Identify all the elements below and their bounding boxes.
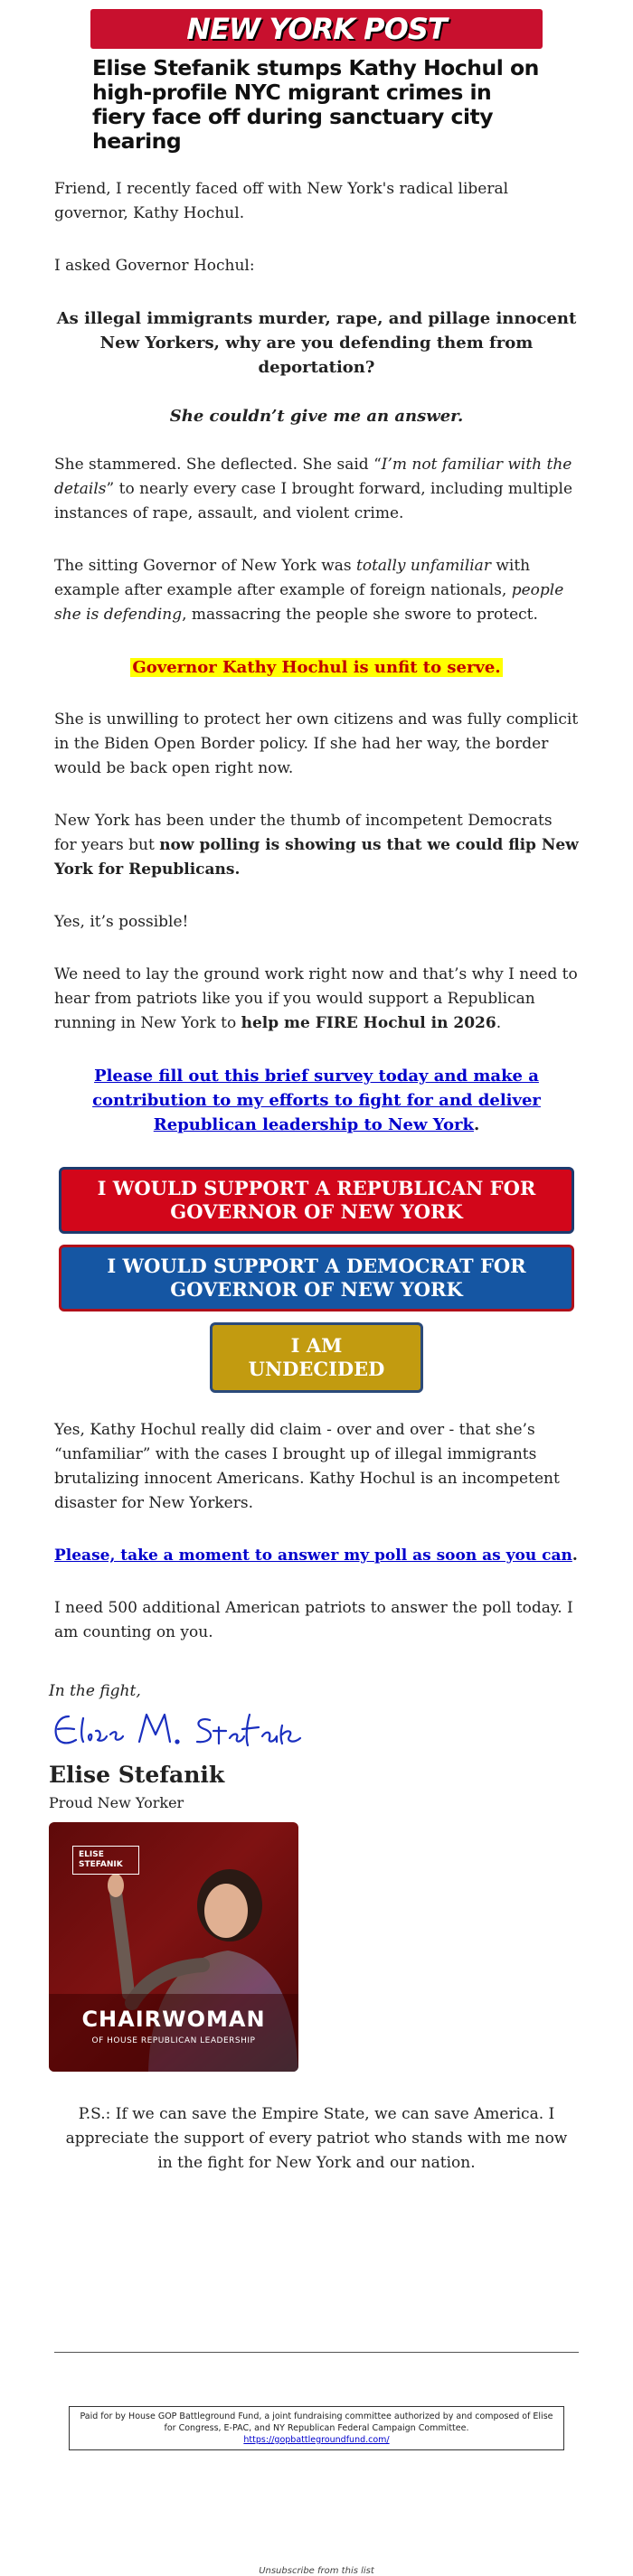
text-segment-italic: totally unfamiliar xyxy=(356,557,491,575)
chairwoman-photo xyxy=(49,1822,298,2072)
disclaimer-link[interactable]: https://gopbattlegroundfund.com/ xyxy=(243,2435,390,2445)
text-segment: New York has been under the thumb of incompetent Democrats for years but xyxy=(54,812,553,854)
spacer xyxy=(54,2176,579,2352)
highlighted-statement: Governor Kathy Hochul is unfit to serve. xyxy=(132,658,501,677)
poll-link[interactable]: Please, take a moment to answer my poll as soon as you can xyxy=(54,1547,572,1565)
photo-headline: CHAIRWOMAN xyxy=(81,2007,266,2032)
paid-for-disclaimer xyxy=(69,2406,564,2450)
masthead-logo-text: NEW YORK POST xyxy=(186,12,447,46)
paragraph-greeting: Friend, I recently faced off with New York's radical liberal governor, Kathy Hochul. xyxy=(54,180,509,222)
paragraph-unfamiliar xyxy=(54,554,579,627)
text-segment-bold: help me FIRE Hochul in 2026 xyxy=(241,1014,496,1032)
paragraph-stammered xyxy=(54,453,579,526)
spacer xyxy=(54,2353,579,2406)
email-body xyxy=(49,177,579,2576)
paragraph-asked: I asked Governor Hochul: xyxy=(54,257,255,275)
poll-buttons xyxy=(54,1167,579,1393)
text-segment: , massacring the people she swore to protect. xyxy=(182,606,538,624)
support-republican-button[interactable]: I WOULD SUPPORT A REPUBLICAN FOR GOVERNOR OF NEW YORK xyxy=(59,1167,574,1234)
news-headline: Elise Stefanik stumps Kathy Hochul on high-profile NYC migrant crimes in fiery face off during sanctuary city hearing xyxy=(92,55,539,154)
paragraph-no-answer: She couldn’t give me an answer. xyxy=(169,407,464,426)
sender-title: Proud New Yorker xyxy=(49,1794,184,1811)
spacer xyxy=(54,2450,579,2566)
paragraph-ground-work xyxy=(54,963,579,1036)
text-segment-italic: people she is defending xyxy=(54,581,564,624)
paragraph-unfit xyxy=(54,655,579,680)
text-segment-bold: now polling is showing us that we could flip New York for Republicans. xyxy=(54,836,579,879)
signoff-block xyxy=(49,1679,579,2072)
name-tag-box xyxy=(72,1846,139,1875)
paragraph-survey xyxy=(54,1064,579,1137)
paragraph-claim: Yes, Kathy Hochul really did claim - over and over - that she’s “unfamiliar” with the cases I brought up of illegal immigrants brutalizing innocent Americans. Kathy Hochul is an incompetent disaster for New Yorkers. xyxy=(54,1421,560,1512)
text-segment: The sitting Governor of New York was xyxy=(54,557,357,575)
header-banner xyxy=(90,9,543,154)
survey-link[interactable]: Please fill out this brief survey today and make a contribution to my efforts to fight for and deliver Republican leadership to New York xyxy=(92,1067,541,1134)
text-segment: . xyxy=(496,1014,502,1032)
tag-line-last: STEFANIK xyxy=(79,1860,123,1869)
text-segment: ” to nearly every case I brought forward, including multiple instances of rape, assault, and violent crime. xyxy=(54,480,573,522)
text-segment: We need to lay the ground work right now and that’s why I need to hear from patriots like you if you would support a Republican running in New York to xyxy=(54,965,578,1032)
text-segment: with example after example after example of foreign nationals, xyxy=(54,557,531,599)
support-democrat-button[interactable]: I WOULD SUPPORT A DEMOCRAT FOR GOVERNOR OF NEW YORK xyxy=(59,1245,574,1312)
paragraph-unwilling: She is unwilling to protect her own citizens and was fully complicit in the Biden Open Border policy. If she had her way, the border would be back open right now. xyxy=(54,710,579,777)
disclaimer-text: Paid for by House GOP Battleground Fund, a joint fundraising committee authorized by and composed of Elise for Congress, E-PAC, and NY Republican Federal Campaign Committee. xyxy=(80,2411,553,2433)
undecided-button[interactable]: I AM UNDECIDED xyxy=(210,1322,423,1393)
paragraph-question: As illegal immigrants murder, rape, and pillage innocent New Yorkers, why are you defending them from deportation? xyxy=(56,309,577,377)
photo-subline: OF HOUSE REPUBLICAN LEADERSHIP xyxy=(91,2036,256,2045)
paragraph-possible: Yes, it’s possible! xyxy=(54,913,189,931)
text-segment: . xyxy=(473,1115,480,1134)
sender-name: Elise Stefanik xyxy=(49,1762,225,1788)
newspaper-masthead xyxy=(90,9,543,49)
paragraph-counting: I need 500 additional American patriots to answer the poll today. I am counting on you. xyxy=(54,1599,573,1641)
signature-image xyxy=(49,1704,320,1754)
paragraph-polling xyxy=(54,809,579,882)
unsubscribe-link[interactable]: Unsubscribe from this list xyxy=(259,2566,374,2576)
closing-line: In the fight, xyxy=(49,1682,141,1700)
text-segment: . xyxy=(572,1547,578,1565)
text-segment-italic: I’m not familiar with the details xyxy=(54,456,572,498)
paragraph-poll-link xyxy=(54,1544,579,1568)
text-segment: She stammered. She deflected. She said “ xyxy=(54,456,382,474)
postscript: P.S.: If we can save the Empire State, we can save America. I appreciate the support of every patriot who stands with me now in the fight for New York and our nation. xyxy=(65,2105,568,2172)
tag-line-first: ELISE xyxy=(79,1850,104,1859)
